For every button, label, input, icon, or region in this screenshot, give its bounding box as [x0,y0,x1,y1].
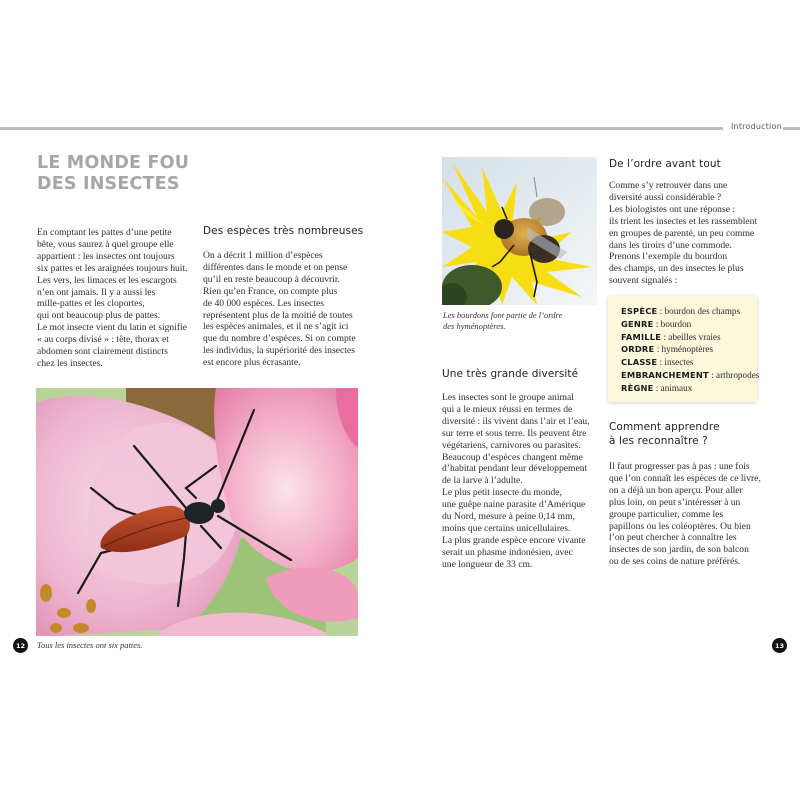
page-number-right: 13 [772,638,787,653]
taxonomy-row-espece: ESPÈCE : bourdon des champs [621,306,741,316]
header-rule-right [783,127,800,130]
bee-caption: Les bourdons font partie de l’ordre des hyménoptères. [443,310,563,331]
taxonomy-row-classe: CLASSE : insectes [621,357,694,368]
beetle-caption: Tous les insectes ont six pattes. [37,640,143,650]
learn-paragraph: Il faut progresser pas à pas : une fois que l’on connaît les espèces de ce livre, on a déjà un bon aperçu. Pour aller plus loin, on peut s’intéresser à un groupe particulier, comme les papillons ou les coléoptères. Ou bien l’on peut chercher à connaître les insectes de son jardin, de son balcon ou de ses coins de nature préférés. [609,461,761,568]
page-number-left: 12 [13,638,28,653]
taxonomy-box [608,296,760,402]
taxonomy-row-regne: RÈGNE : animaux [621,382,693,393]
diversity-paragraph: Les insectes sont le groupe animal qui a le mieux réussi en termes de diversité : ils vivent dans l’air et l’eau, sur terre et sous terre. Ils peuvent être végétariens, carnivores ou parasites. Beaucoup d’espèces changent même d’habitat pendant leur développement de la larve à l’adulte. Le plus petit insecte du monde, une guêpe naine parasite d’Amérique du Nord, mesure à peine 0,14 mm, moins que certains unicellulaires. La plus grande espèce encore vivante serait un phasme indonésien, avec une longueur de 33 cm. [442,392,590,570]
species-paragraph: On a décrit 1 million d’espèces différentes dans le monde et on pense qu’il en reste beaucoup à découvrir. Rien qu’en France, on compte plus de 40 000 espèces. Les insectes représentent plus de la moitié de toutes les espèces animales, et il ne s’agit ici que du nombre d’espèces. Si on compte les individus, la supériorité des insectes est encore plus écrasante. [203,250,356,369]
beetle-photo [36,388,358,636]
page-title: LE MONDE FOU DES INSECTES [37,153,190,194]
taxonomy-row-ordre: ORDRE : hyménoptères [621,344,714,355]
beetle-on-flower-icon [36,388,358,636]
taxonomy-row-famille: FAMILLE : abeilles vraies [621,331,721,342]
bumblebee-on-flower-icon [442,157,597,305]
diversity-heading: Une très grande diversité [442,368,579,380]
header-rule-left [0,127,723,130]
taxonomy-row-genre: GENRE : bourdon [621,318,692,329]
intro-paragraph: En comptant les pattes d’une petite bête, vous saurez à quel groupe elle appartient : les insectes ont toujours six pattes et les araignées toujours huit. Les vers, les limaces et les escargots n’en ont jamais. Il y a aussi les mille-pattes et les cloportes, qui ont beaucoup plus de pattes. Le mot insecte vient du latin et signifie « au corps divisé » : tête, thorax et abdomen sont clairement distincts chez les insectes. [37,227,188,369]
order-paragraph: Comme s’y retrouver dans une diversité aussi considérable ? Les biologistes ont une réponse : ils trient les insectes et les rassemblent en groupes de parenté, un peu comme dans les tiroirs d’une commode. Prenons l’exemple du bourdon des champs, un des insectes le plus souvent signalés : [609,180,758,287]
learn-heading: Comment apprendre à les reconnaître ? [609,421,720,447]
bee-photo [442,157,597,305]
order-heading: De l’ordre avant tout [609,158,721,170]
taxonomy-row-embranchement: EMBRANCHEMENT : arthropodes [621,369,760,380]
section-label: Introduction [731,122,782,131]
species-heading: Des espèces très nombreuses [203,225,364,237]
